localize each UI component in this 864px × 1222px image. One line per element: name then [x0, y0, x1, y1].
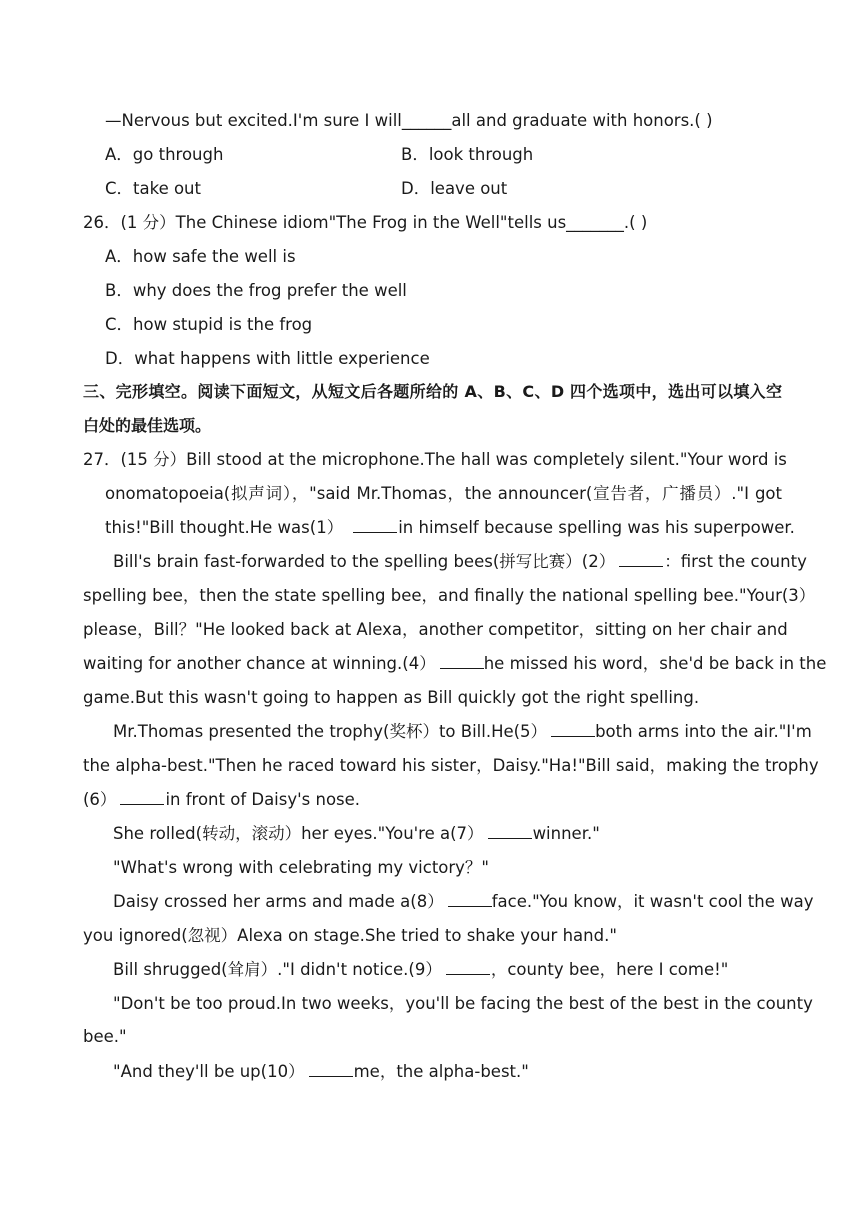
q25-option-b: B．look through	[401, 145, 534, 164]
q27-para4	[113, 823, 600, 845]
blank-4	[440, 654, 484, 669]
blank-7	[488, 824, 532, 839]
section-heading-line1: 三、完形填空。阅读下面短文，从短文后各题所给的 A、B、C、D 四个选项中，选出可以填入空	[83, 382, 782, 401]
para3-line3-text-b: in front of Daisy's nose.	[165, 790, 361, 809]
blank-9	[446, 960, 490, 975]
q27-line-3-text-b: in himself because spelling was his superpower.	[398, 518, 795, 537]
blank-1	[353, 518, 397, 533]
q27-line-2: onomatopoeia(拟声词），"said Mr.Thomas，the announcer(宣告者，广播员）."I got	[105, 484, 782, 503]
q27-para5: "What's wrong with celebrating my victory？"	[113, 858, 490, 877]
q27-para2-line-2: spelling bee，then the state spelling bee，and finally the national spelling bee."Your(3）	[83, 586, 816, 605]
q26-option-c: C．how stupid is the frog	[105, 315, 313, 334]
para2-text-a: Bill's brain fast-forwarded to the spelling bees(拼写比赛）(2）	[113, 552, 616, 571]
q27-para2-line-3: please，Bill？"He looked back at Alexa，another competitor，sitting on her chair and	[83, 620, 788, 639]
para2-line4-text-a: waiting for another chance at winning.(4）	[83, 654, 436, 673]
para7-text-a: Bill shrugged(耸肩）."I didn't notice.(9）	[113, 960, 442, 979]
q27-para8-line-2: bee."	[83, 1027, 127, 1046]
para4-text-b: winner."	[532, 824, 600, 843]
q27-para7	[113, 959, 728, 981]
q26-stem: 26．(1 分）The Chinese idiom"The Frog in the Well"tells us_______.( )	[83, 213, 648, 232]
q26-option-d: D．what happens with little experience	[105, 349, 430, 368]
para9-text-b: me，the alpha-best."	[353, 1062, 529, 1081]
q27-para3-line-1	[113, 721, 812, 743]
q25-option-c: C．take out	[105, 179, 201, 198]
para3-text-b: both arms into the air."I'm	[595, 722, 812, 741]
q27-para2-line-5: game.But this wasn't going to happen as Bill quickly got the right spelling.	[83, 688, 700, 707]
q27-para3-line-2: the alpha-best."Then he raced toward his sister，Daisy."Ha!"Bill said，making the trophy	[83, 756, 819, 775]
q25-option-a: A．go through	[105, 145, 224, 164]
blank-5	[551, 722, 595, 737]
para3-text-a: Mr.Thomas presented the trophy(奖杯）to Bill.He(5）	[113, 722, 548, 741]
q27-line-1: 27．(15 分）Bill stood at the microphone.The hall was completely silent."Your word is	[83, 450, 787, 469]
q27-para6-line-1	[113, 891, 814, 913]
para3-line3-text-a: (6）	[83, 790, 117, 809]
q27-para9	[113, 1061, 529, 1083]
q25-answer-line: —Nervous but excited.I'm sure I will______all and graduate with honors.( )	[105, 111, 713, 130]
blank-6	[120, 790, 164, 805]
q27-para3-line-3	[83, 789, 360, 811]
q27-para2-line-4	[83, 653, 827, 675]
blank-2	[619, 552, 663, 567]
para7-text-b: ，county bee，here I come!"	[490, 960, 729, 979]
para2-line4-text-b: he missed his word，she'd be back in the	[483, 654, 827, 673]
q27-para6-line-2: you ignored(忽视）Alexa on stage.She tried to shake your hand."	[83, 926, 617, 945]
blank-10	[309, 1062, 353, 1077]
blank-8	[448, 892, 492, 907]
q26-option-a: A．how safe the well is	[105, 247, 296, 266]
para2-text-b: ：first the county	[664, 552, 807, 571]
q27-para2-line-1	[113, 551, 807, 573]
para6-text-a: Daisy crossed her arms and made a(8）	[113, 892, 444, 911]
q25-option-d: D．leave out	[401, 179, 508, 198]
section-heading-line2: 白处的最佳选项。	[83, 416, 212, 435]
q27-line-3	[105, 517, 795, 539]
para4-text-a: She rolled(转动，滚动）her eyes."You're a(7）	[113, 824, 484, 843]
q27-para8-line-1: "Don't be too proud.In two weeks，you'll be facing the best of the best in the county	[113, 994, 813, 1013]
q26-option-b: B．why does the frog prefer the well	[105, 281, 407, 300]
para9-text-a: "And they'll be up(10）	[113, 1062, 305, 1081]
para6-text-b: face."You know，it wasn't cool the way	[491, 892, 814, 911]
q27-line-3-text-a: this!"Bill thought.He was(1）	[105, 518, 344, 537]
